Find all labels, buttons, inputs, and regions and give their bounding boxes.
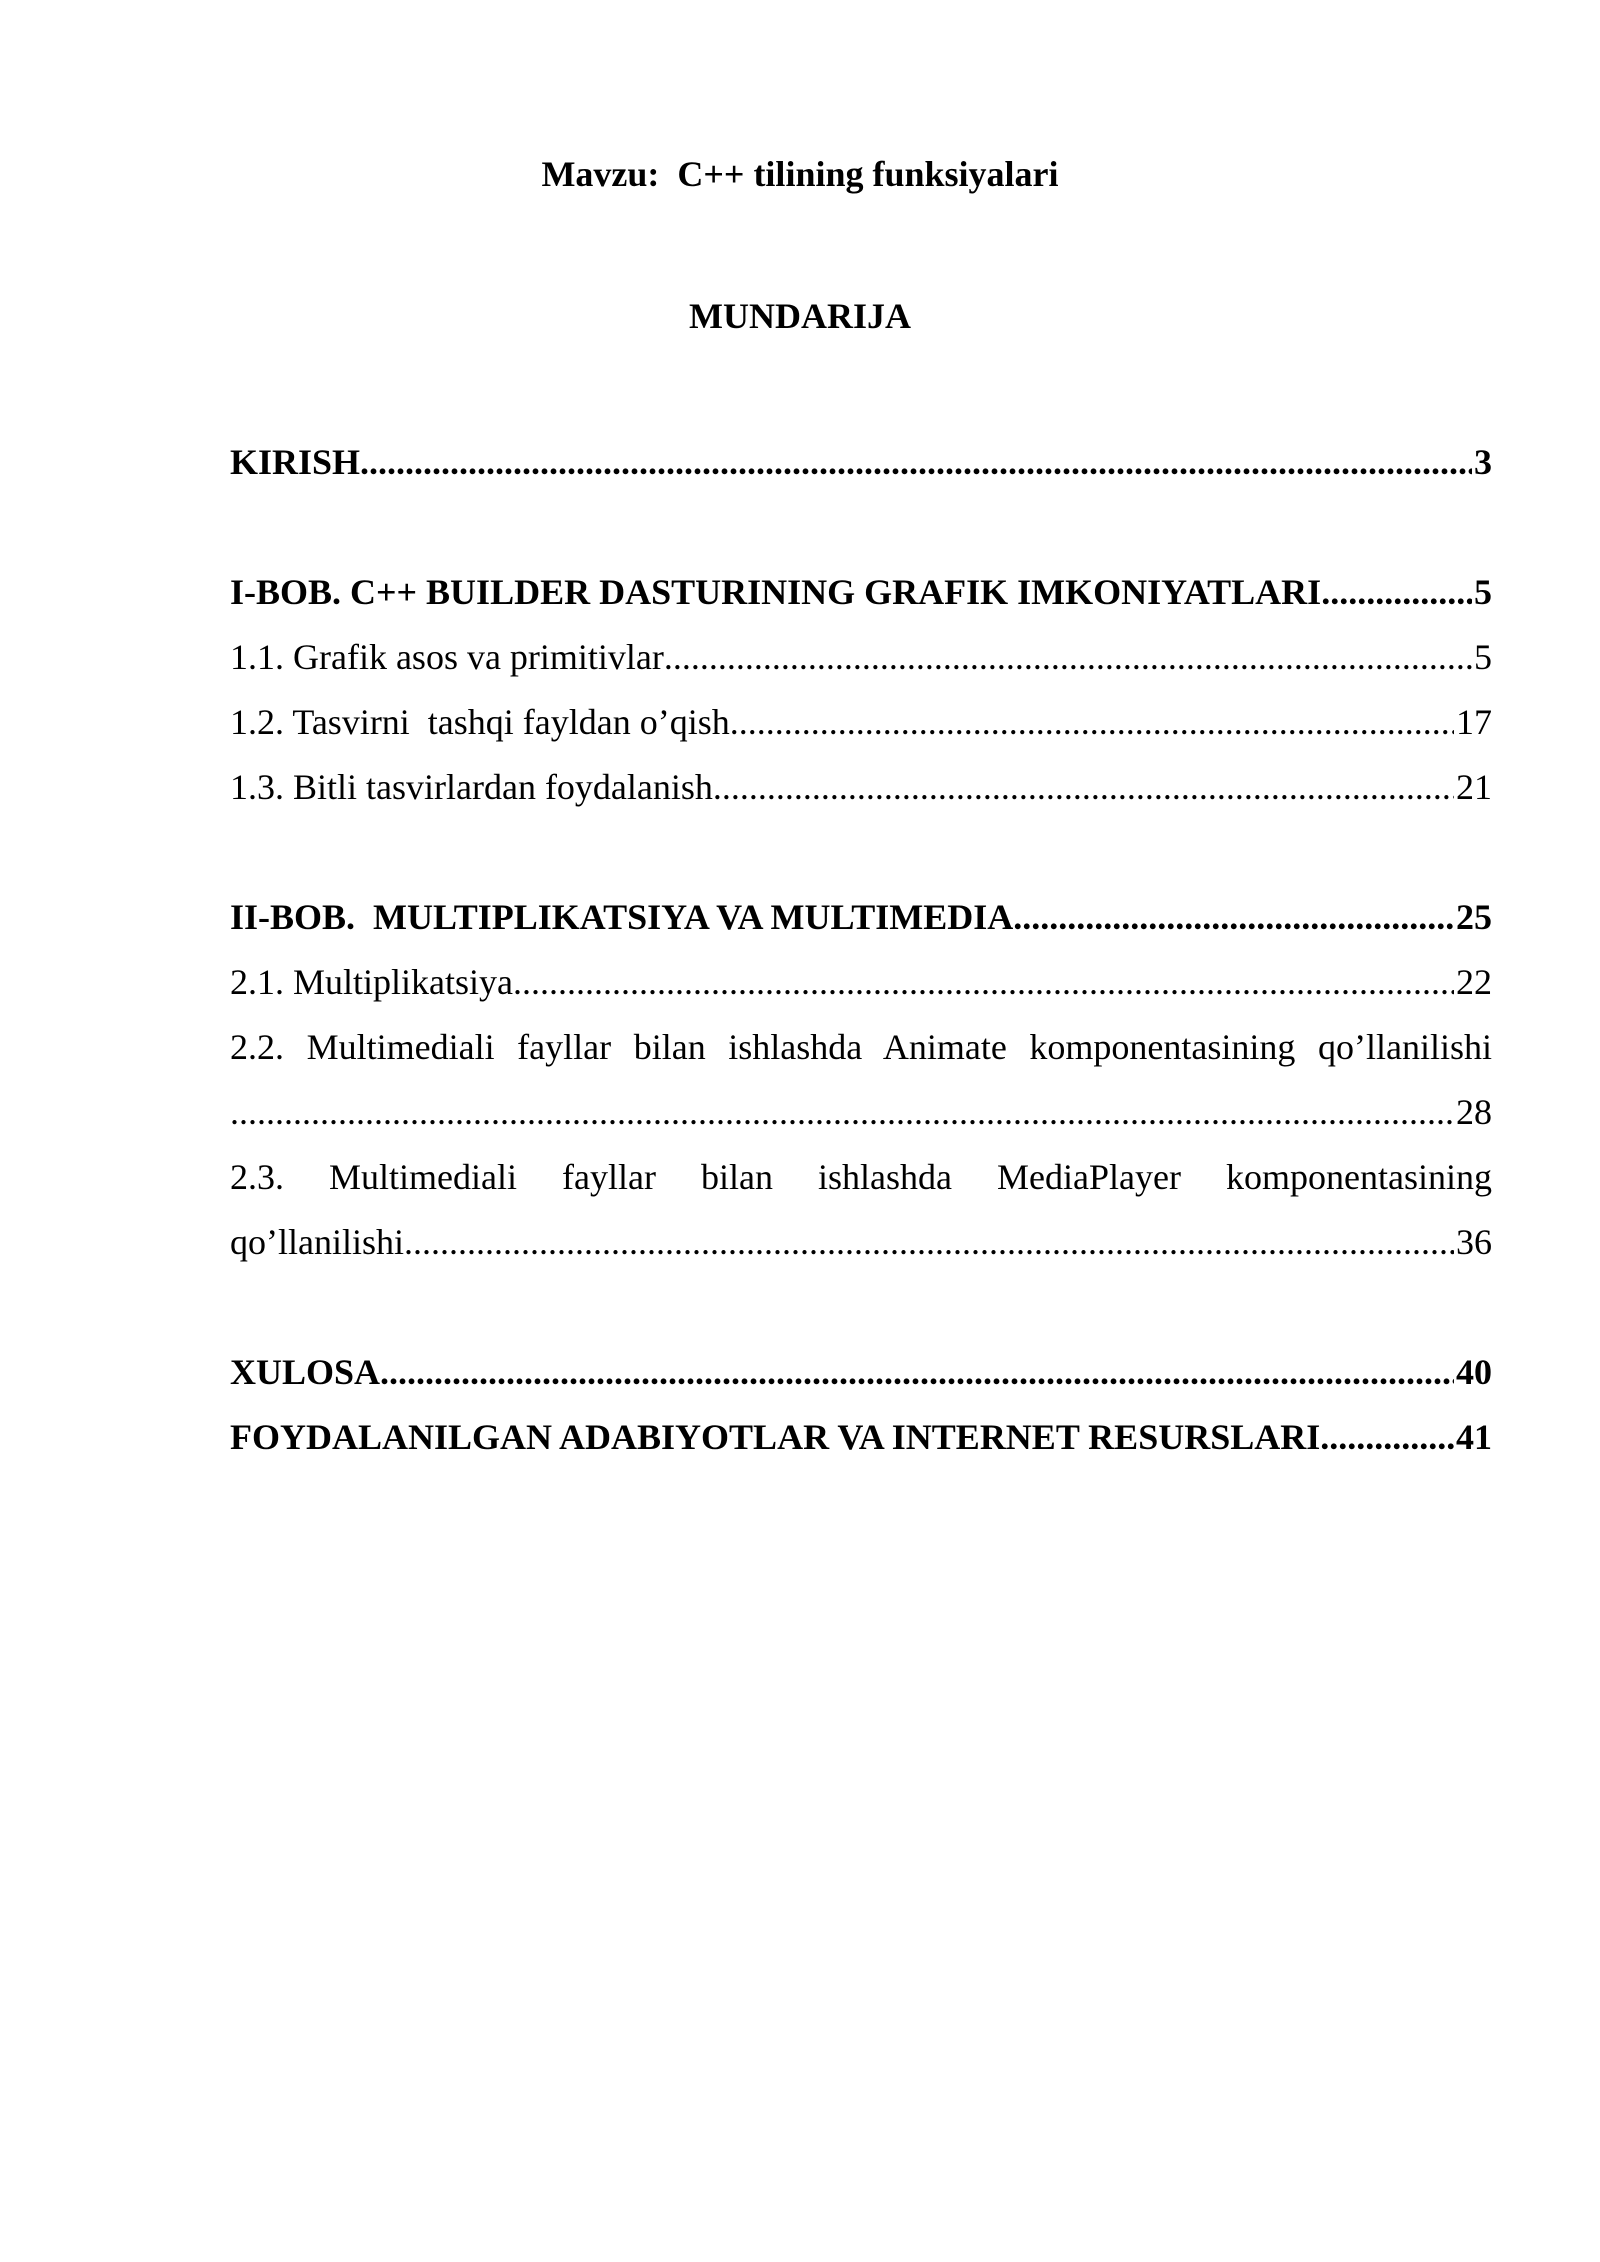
toc-entry-kirish [230, 440, 1492, 484]
toc-entry-label: XULOSA [230, 1352, 381, 1392]
toc-entry-label: 1.2. Tasvirni tashqi fayldan o’qish [230, 702, 730, 742]
toc-leader [1320, 1415, 1454, 1459]
toc-leader [513, 960, 1454, 1004]
toc-entry-label: FOYDALANILGAN ADABIYOTLAR VA INTERNET RESURSLARI [230, 1417, 1321, 1457]
toc-entry-1-2 [230, 700, 1492, 744]
toc-page-number: 28 [1456, 1092, 1492, 1132]
toc-page-number: 17 [1456, 702, 1492, 742]
toc-page-number: 5 [1474, 637, 1492, 677]
toc-page-number: 21 [1456, 767, 1492, 807]
toc-page-number: 40 [1456, 1352, 1492, 1392]
toc-leader [664, 635, 1472, 679]
toc-entry-bob2 [230, 895, 1492, 939]
toc-page-number: 36 [1456, 1222, 1492, 1262]
toc-entry-2-2-line1 [230, 1025, 1492, 1069]
toc-page-number: 5 [1474, 572, 1492, 612]
toc-entry-label: 1.3. Bitli tasvirlardan foydalanish [230, 767, 713, 807]
toc-entry-label: KIRISH [230, 442, 361, 482]
toc-entry-label-continued: qo’llanilishi [230, 1222, 404, 1262]
toc-entry-label: 2.2. Multimediali fayllar bilan ishlashda Animate komponentasining qo’llanilishi [230, 1027, 1492, 1067]
toc-leader [713, 765, 1454, 809]
toc-leader [1013, 895, 1454, 939]
toc-leader [730, 700, 1454, 744]
toc-leader [230, 1090, 1454, 1134]
document-topic: Mavzu: C++ tilining funksiyalari [541, 154, 1059, 194]
toc-entry-label: I-BOB. C++ BUILDER DASTURINING GRAFIK IMKONIYATLARI [230, 572, 1322, 612]
toc-entry-label: II-BOB. MULTIPLIKATSIYA VA MULTIMEDIA [230, 897, 1014, 937]
toc-heading: MUNDARIJA [689, 296, 911, 336]
toc-leader [404, 1220, 1454, 1264]
toc-leader [380, 1350, 1454, 1394]
toc-page-number: 25 [1456, 897, 1492, 937]
toc-entry-label: 2.1. Multiplikatsiya [230, 962, 513, 1002]
toc-entry-2-3-line2 [230, 1220, 1492, 1264]
toc-entry-1-1 [230, 635, 1492, 679]
toc-entry-label: 2.3. Multimediali fayllar bilan ishlashda MediaPlayer komponentasining [230, 1157, 1492, 1197]
toc-entry-2-1 [230, 960, 1492, 1004]
toc-page-number: 3 [1474, 442, 1492, 482]
toc-leader [360, 440, 1472, 484]
toc-entry-bob1 [230, 570, 1492, 614]
toc-page-number: 22 [1456, 962, 1492, 1002]
toc-entry-xulosa [230, 1350, 1492, 1394]
toc-entry-2-2-line2 [230, 1090, 1492, 1134]
toc-leader [1321, 570, 1472, 614]
toc-entry-1-3 [230, 765, 1492, 809]
toc-entry-label: 1.1. Grafik asos va primitivlar [230, 637, 664, 677]
toc-page-number: 41 [1456, 1417, 1492, 1457]
toc-entry-adabiyotlar [230, 1415, 1492, 1459]
toc-entry-2-3-line1 [230, 1155, 1492, 1199]
